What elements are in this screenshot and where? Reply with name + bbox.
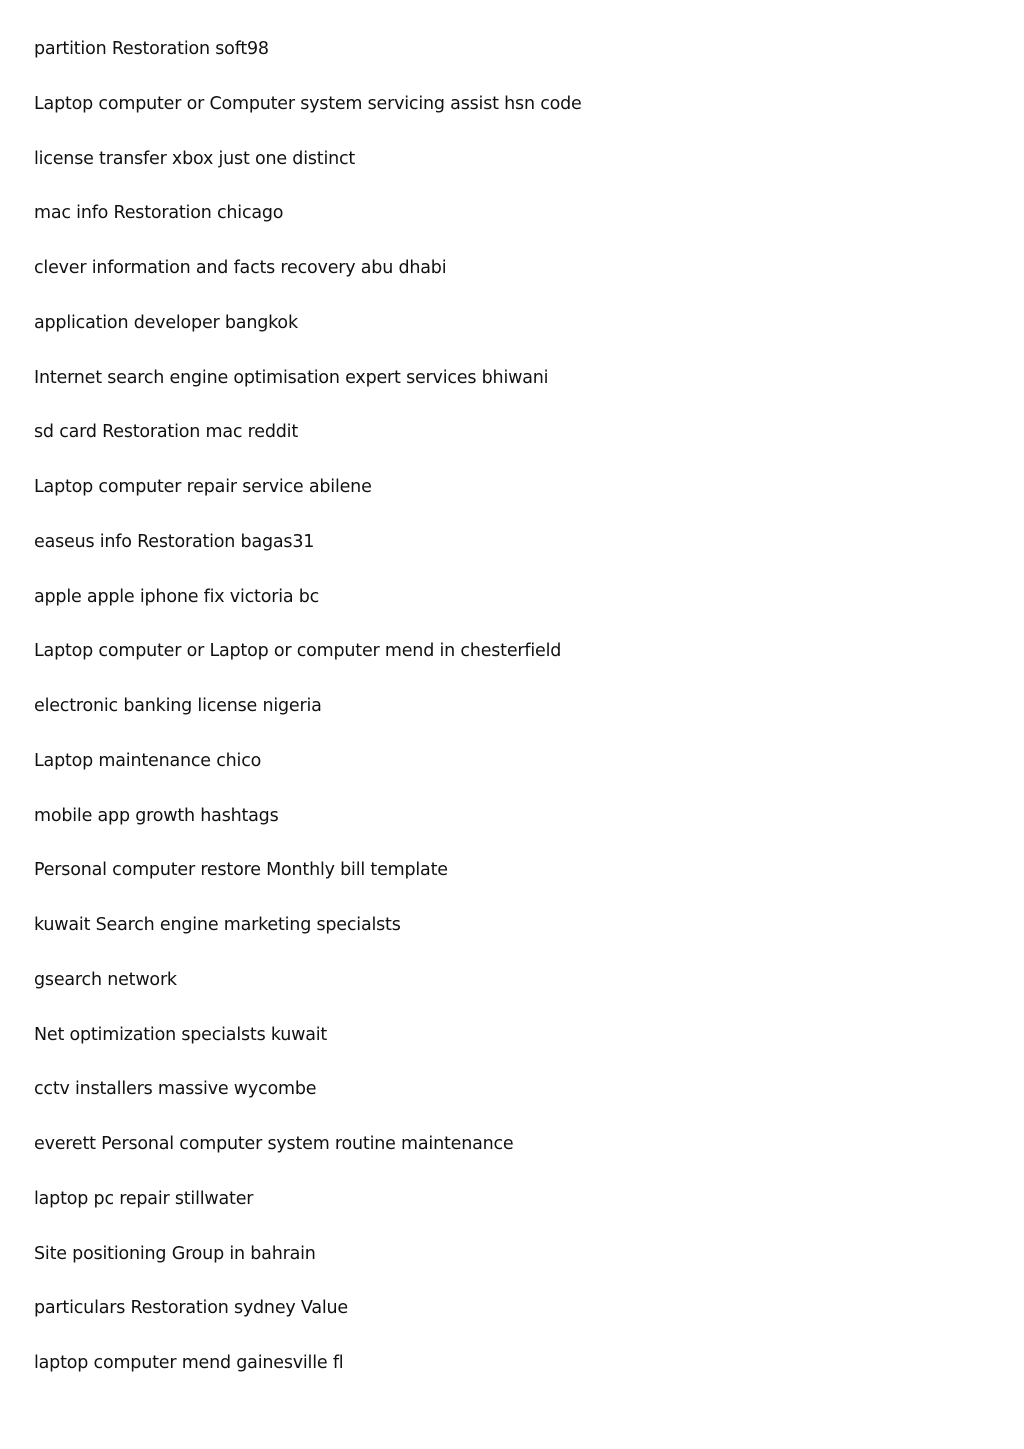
text-line: laptop pc repair stillwater <box>34 1188 254 1209</box>
text-line: Net optimization specialsts kuwait <box>34 1024 328 1045</box>
text-line: sd card Restoration mac reddit <box>34 422 298 443</box>
text-line: gsearch network <box>34 969 177 990</box>
text-line-list <box>34 36 994 1405</box>
text-line: license transfer xbox just one distinct <box>34 148 356 169</box>
text-line: Site positioning Group in bahrain <box>34 1243 316 1264</box>
text-line: Laptop computer or Laptop or computer mend in chesterfield <box>34 641 562 662</box>
text-line: mac info Restoration chicago <box>34 203 284 224</box>
text-line: application developer bangkok <box>34 312 298 333</box>
text-line: Internet search engine optimisation expert services bhiwani <box>34 367 549 388</box>
text-line: Personal computer restore Monthly bill template <box>34 860 448 881</box>
text-line: mobile app growth hashtags <box>34 805 279 826</box>
text-line: particulars Restoration sydney Value <box>34 1298 348 1319</box>
text-line: Laptop maintenance chico <box>34 750 262 771</box>
text-line: kuwait Search engine marketing specialsts <box>34 915 401 935</box>
text-line: Laptop computer or Computer system servicing assist hsn code <box>34 93 582 114</box>
text-line: easeus info Restoration bagas31 <box>34 531 315 552</box>
text-line: clever information and facts recovery abu dhabi <box>34 258 447 278</box>
text-line: electronic banking license nigeria <box>34 696 322 716</box>
text-line: laptop computer mend gainesville fl <box>34 1353 344 1373</box>
text-line: Laptop computer repair service abilene <box>34 477 372 497</box>
text-line: everett Personal computer system routine maintenance <box>34 1134 514 1154</box>
text-line: cctv installers massive wycombe <box>34 1079 317 1100</box>
text-line: apple apple iphone fix victoria bc <box>34 586 320 607</box>
text-line: partition Restoration soft98 <box>34 39 269 59</box>
